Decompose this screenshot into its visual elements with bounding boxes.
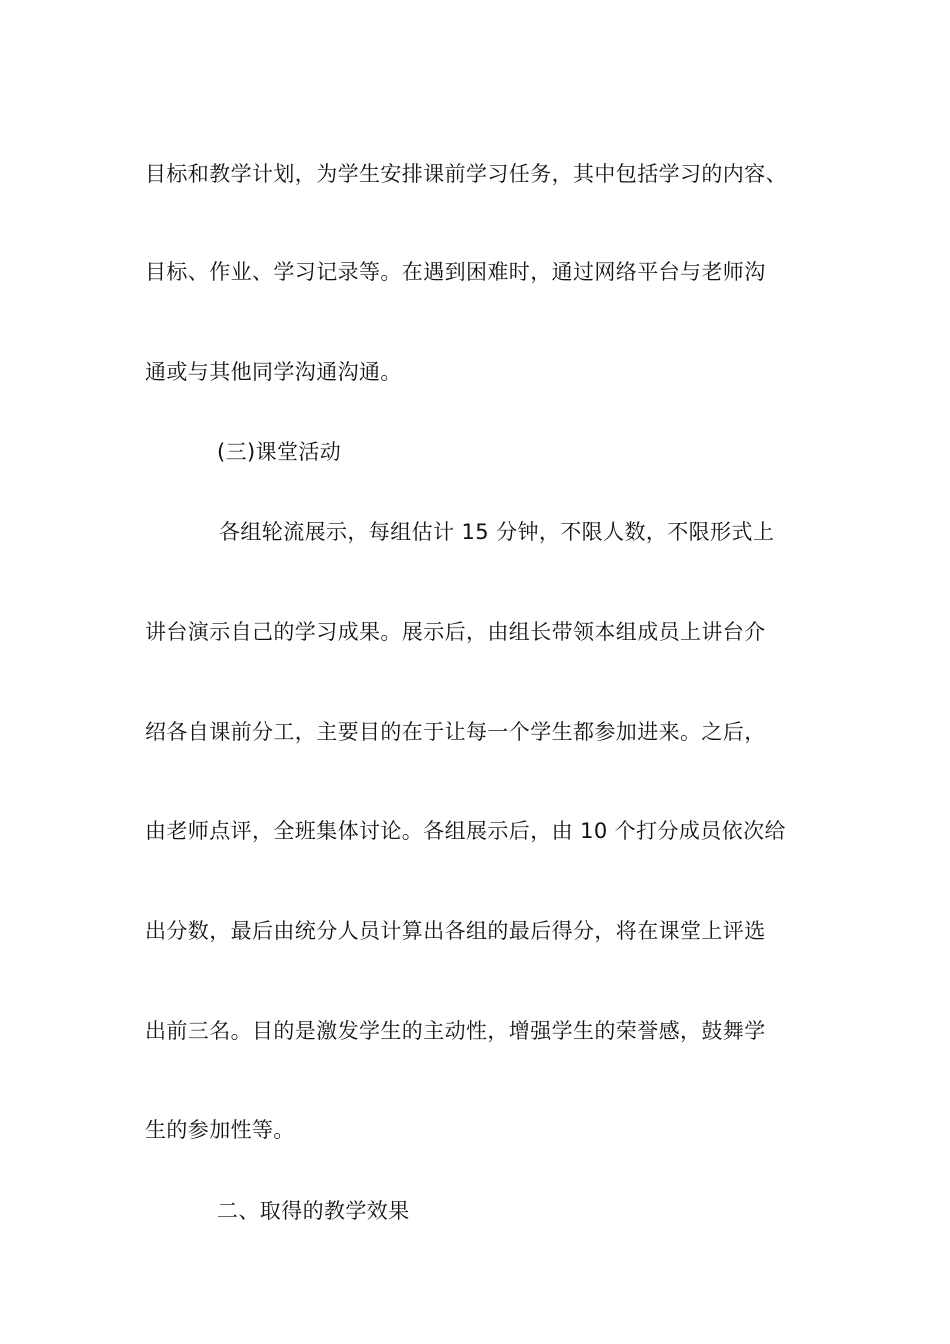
paragraph-line: 目标、作业、学习记录等。在遇到困难时，通过网络平台与老师沟 (145, 260, 766, 284)
paragraph-line: 出分数，最后由统分人员计算出各组的最后得分，将在课堂上评选 (145, 919, 766, 943)
paragraph-line: 出前三名。目的是激发学生的主动性，增强学生的荣誉感，鼓舞学 (145, 1019, 766, 1043)
paragraph-line: 绍各自课前分工，主要目的在于让每一个学生都参加进来。之后， (145, 720, 766, 744)
section-heading: 二、取得的教学效果 (217, 1199, 410, 1223)
paragraph-line: 目标和教学计划，为学生安排课前学习任务，其中包括学习的内容、 (145, 162, 787, 186)
paragraph-line: 生的参加性等。 (145, 1118, 295, 1142)
paragraph-line: 通或与其他同学沟通沟通。 (145, 360, 402, 384)
paragraph-line: 各组轮流展示，每组估计 15 分钟，不限人数，不限形式上 (219, 520, 775, 544)
section-heading: (三)课堂活动 (217, 440, 342, 464)
paragraph-line: 讲台演示自己的学习成果。展示后，由组长带领本组成员上讲台介 (145, 620, 766, 644)
paragraph-line: 由老师点评，全班集体讨论。各组展示后，由 10 个打分成员依次给 (145, 819, 786, 843)
